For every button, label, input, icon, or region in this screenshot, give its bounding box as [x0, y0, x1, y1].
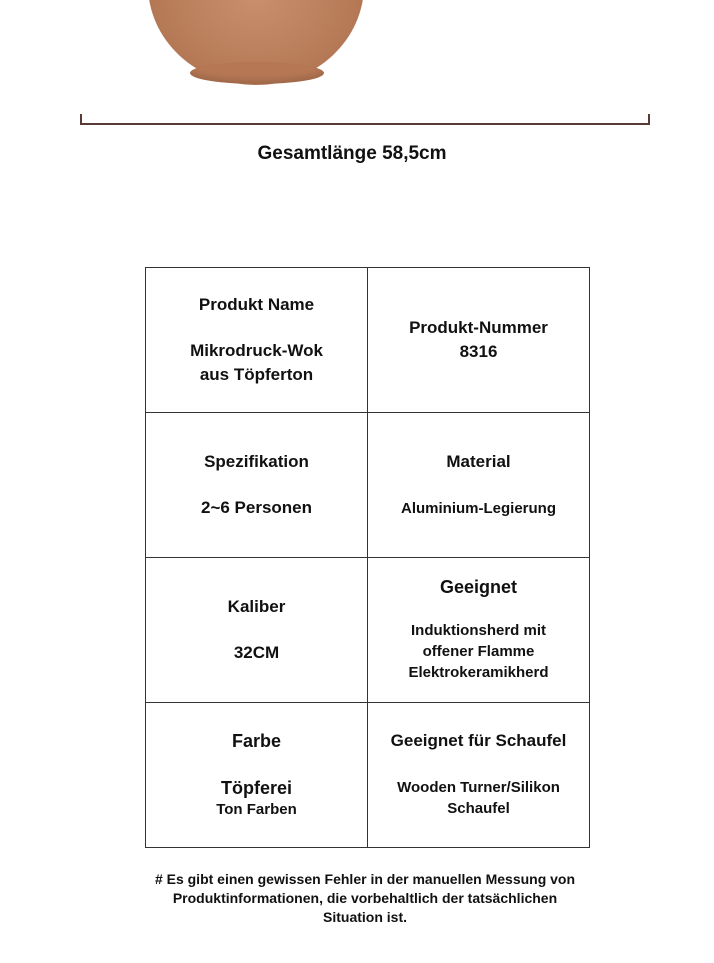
product-number-value: 8316 [459, 342, 498, 361]
spec-label: Spezifikation [204, 452, 309, 471]
caliber-label: Kaliber [227, 597, 286, 616]
color-label: Farbe [231, 730, 282, 751]
total-length-label: Gesamtlänge 58,5cm [257, 143, 447, 164]
spatula-value-1: Wooden Turner/Silikon [397, 779, 560, 796]
suitable-line-2: offener Flamme [422, 643, 535, 660]
suitable-line-3: Elektrokeramikherd [408, 664, 549, 681]
spatula-value-2: Schaufel [447, 800, 510, 817]
spatula-label: Geeignet für Schaufel [390, 731, 567, 750]
product-name-value-2: aus Töpferton [199, 365, 314, 384]
table-row [146, 413, 590, 558]
wok-base [190, 62, 324, 84]
caliber-value: 32CM [233, 643, 280, 662]
spatula-cell [368, 703, 590, 848]
measure-line [80, 123, 650, 125]
color-cell [146, 703, 368, 848]
caliber-cell [146, 558, 368, 703]
spec-cell [146, 413, 368, 558]
product-name-cell [146, 268, 368, 413]
table-row [146, 268, 590, 413]
suitable-label: Geeignet [439, 577, 518, 597]
product-name-label: Produkt Name [198, 295, 315, 314]
color-value: Töpferei [220, 777, 292, 798]
material-value: Aluminium-Legierung [401, 499, 556, 517]
table-row [146, 703, 590, 848]
material-cell [368, 413, 590, 558]
product-spec-table [145, 267, 590, 848]
spec-value: 2~6 Personen [200, 498, 313, 517]
suitable-cell [368, 558, 590, 703]
footnote-line-1: # Es gibt einen gewissen Fehler in der manuellen Messung von [154, 871, 576, 887]
product-number-label: Produkt-Nummer [409, 318, 548, 337]
product-number-cell [368, 268, 590, 413]
suitable-line-1: Induktionsherd mit [411, 622, 546, 639]
table-row [146, 558, 590, 703]
measurement-footnote [145, 870, 585, 927]
footnote-line-3: Situation ist. [323, 909, 407, 925]
color-subvalue: Ton Farben [216, 800, 297, 818]
product-name-value-1: Mikrodruck-Wok [190, 341, 323, 360]
footnote-line-2: Produktinformationen, die vorbehaltlich der tatsächlichen [172, 890, 558, 906]
material-label: Material [446, 451, 511, 471]
